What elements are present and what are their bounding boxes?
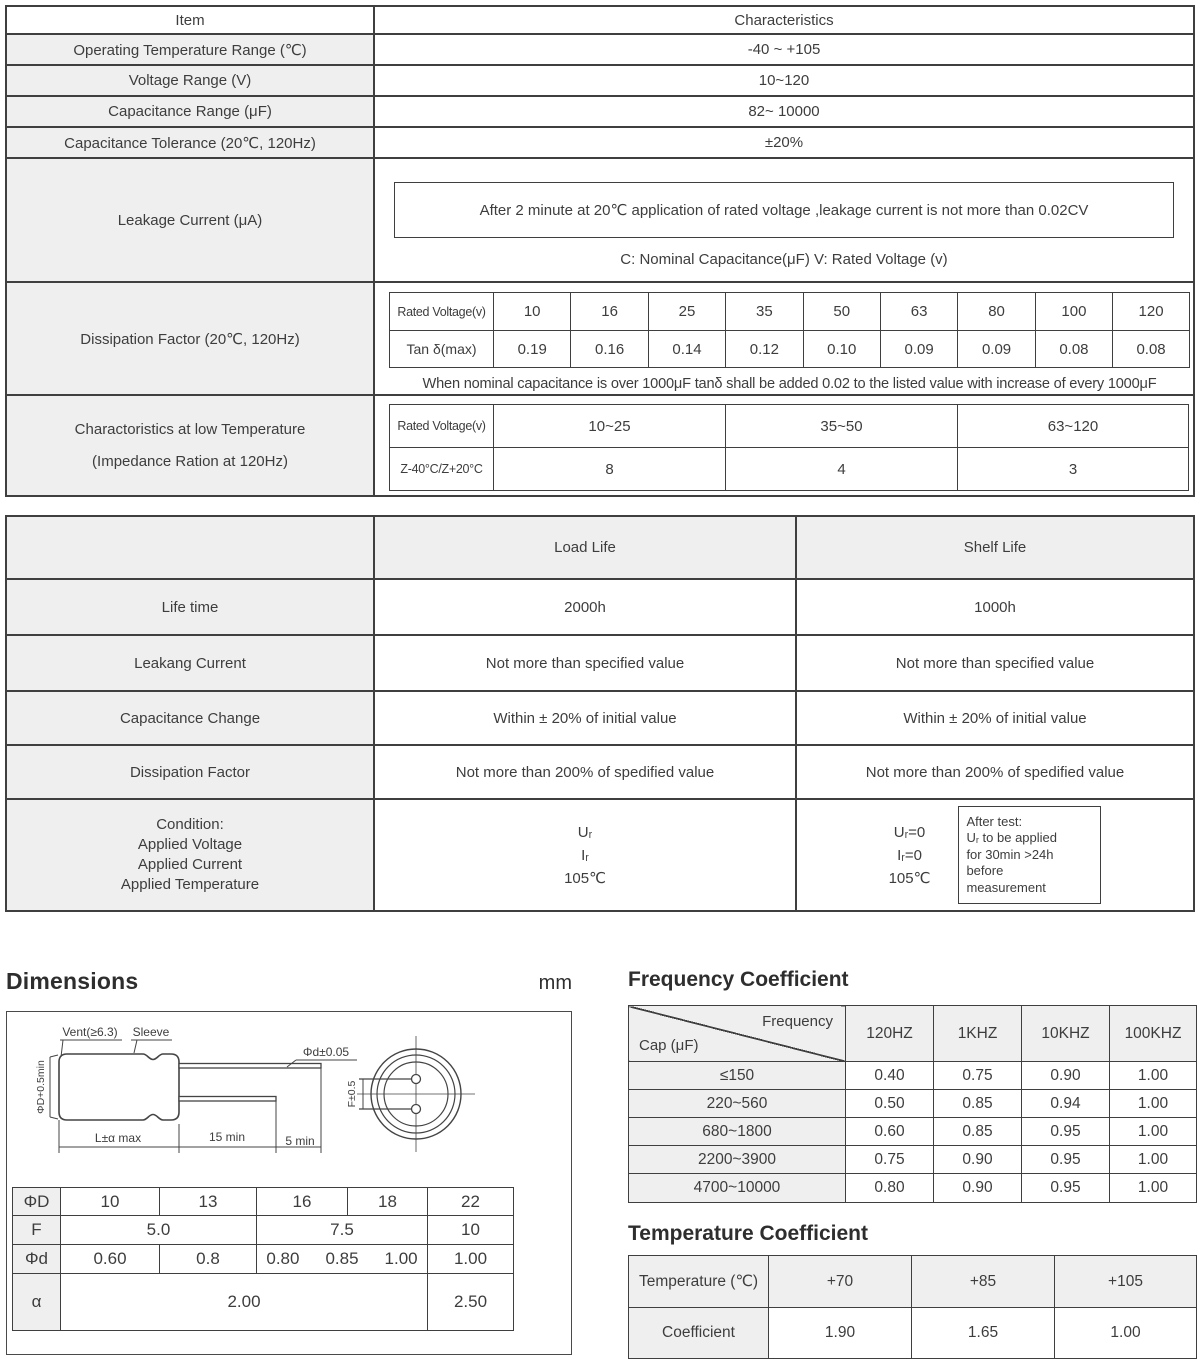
life-item-dissipation: Dissipation Factor	[6, 745, 374, 799]
cap-range: 2200~3900	[629, 1146, 846, 1174]
spec-value-operating-temp: -40 ~ +105	[374, 34, 1194, 65]
table-row	[629, 1118, 1197, 1146]
dim-label-alpha: α	[13, 1274, 61, 1331]
condition-shelf-cell	[796, 799, 1194, 911]
low-temp-cell	[374, 395, 1194, 496]
table-row	[6, 158, 1194, 282]
leakage-cell	[374, 158, 1194, 282]
table-row	[6, 745, 1194, 799]
table-row	[6, 34, 1194, 65]
freq-col-header: 10KHZ	[1022, 1006, 1110, 1062]
leakage-legend: C: Nominal Capacitance(μF) V: Rated Voltage (v)	[620, 251, 948, 268]
dim-label-F: F	[13, 1216, 61, 1245]
dim-d-merged	[257, 1245, 428, 1274]
dissipation-load: Not more than 200% of spedified value	[374, 745, 796, 799]
freq-coef: 0.60	[846, 1118, 934, 1146]
condition-shelf-line: Iᵣ=0	[897, 846, 922, 864]
leakage-load: Not more than specified value	[374, 635, 796, 691]
table-row	[629, 1256, 1197, 1308]
dim-D-value: 18	[348, 1188, 428, 1216]
dimensions-title: Dimensions	[6, 968, 139, 994]
condition-load-line: Uᵣ	[577, 823, 593, 841]
freq-coef: 1.00	[1110, 1062, 1197, 1090]
table-row	[6, 635, 1194, 691]
dissipation-cell	[374, 282, 1194, 395]
after-test-line: measurement	[966, 879, 1046, 895]
table-row	[6, 96, 1194, 127]
temperature-label: Temperature (℃)	[629, 1256, 769, 1308]
temp-col: +105	[1055, 1256, 1197, 1308]
condition-line: Applied Temperature	[120, 876, 260, 893]
voltage-value: 35	[726, 293, 803, 331]
dim-D-value: 10	[61, 1188, 160, 1216]
table-row	[629, 1090, 1197, 1118]
condition-shelf-values	[889, 821, 931, 890]
condition-line: Applied Voltage	[137, 836, 243, 853]
tan-delta-label: Tan δ(max)	[390, 331, 494, 368]
dim-d-value: 0.80	[266, 1249, 300, 1268]
bottom-section	[0, 960, 1200, 1364]
table-row	[629, 1062, 1197, 1090]
dissipation-note: When nominal capacitance is over 1000μF tanδ shall be added 0.02 to the listed value with increase of every 1000μF	[422, 376, 1157, 392]
tan-value: 0.12	[726, 331, 803, 368]
voltage-value: 10	[494, 293, 571, 331]
dim-alpha-value: 2.50	[428, 1274, 514, 1331]
life-header-shelf: Shelf Life	[796, 516, 1194, 579]
freq-coef: 0.85	[934, 1090, 1022, 1118]
body-diameter-label: ΦD+0.5min	[35, 1060, 47, 1114]
voltage-value: 80	[958, 293, 1035, 331]
freq-coef: 0.90	[934, 1146, 1022, 1174]
corner-frequency-label: Frequency	[762, 1013, 833, 1030]
freq-coef: 0.95	[1022, 1146, 1110, 1174]
tip-length-label: 5 min	[285, 1134, 315, 1148]
dim-d-value: 1.00	[384, 1249, 418, 1268]
freq-col-header: 120HZ	[846, 1006, 934, 1062]
dim-alpha-value: 2.00	[61, 1274, 428, 1331]
temperature-title: Temperature Coefficient	[628, 1222, 868, 1245]
lifetime-shelf: 1000h	[796, 579, 1194, 635]
vent-label: Vent(≥6.3)	[62, 1025, 118, 1039]
life-item-cap-change: Capacitance Change	[6, 691, 374, 745]
spec-item-operating-temp: Operating Temperature Range (℃)	[6, 34, 374, 65]
dim-F-value: 5.0	[61, 1216, 257, 1245]
voltage-value: 50	[803, 293, 880, 331]
rated-voltage-label: Rated Voltage(v)	[390, 293, 494, 331]
temp-coef: 1.65	[912, 1308, 1055, 1359]
life-item-lifetime: Life time	[6, 579, 374, 635]
table-row	[629, 1146, 1197, 1174]
coefficient-label: Coefficient	[629, 1308, 769, 1359]
dim-label-D: ΦD	[13, 1188, 61, 1216]
sleeve-label: Sleeve	[132, 1025, 170, 1039]
voltage-value: 63	[880, 293, 957, 331]
spec-item-voltage-range: Voltage Range (V)	[6, 65, 374, 96]
lifetime-load: 2000h	[374, 579, 796, 635]
dissipation-table	[389, 292, 1190, 368]
freq-coef: 1.00	[1110, 1090, 1197, 1118]
cap-range: 220~560	[629, 1090, 846, 1118]
impedance-value: 3	[958, 448, 1189, 491]
condition-load-line: 105℃	[564, 869, 606, 887]
table-row	[6, 395, 1194, 496]
freq-coef: 1.00	[1110, 1174, 1197, 1203]
freq-coef: 1.00	[1110, 1118, 1197, 1146]
freq-coef: 0.40	[846, 1062, 934, 1090]
condition-row	[6, 799, 1194, 911]
freq-coef: 0.94	[1022, 1090, 1110, 1118]
dim-D-value: 16	[257, 1188, 348, 1216]
freq-coef: 1.00	[1110, 1146, 1197, 1174]
freq-coef: 0.80	[846, 1174, 934, 1203]
capacitor-body-outline	[59, 1054, 179, 1120]
voltage-value: 16	[571, 293, 648, 331]
temp-col: +70	[769, 1256, 912, 1308]
table-row	[6, 691, 1194, 745]
spec-item-capacitance-range: Capacitance Range (μF)	[6, 96, 374, 127]
lead-length-label: 15 min	[208, 1130, 246, 1144]
freq-col-header: 1KHZ	[934, 1006, 1022, 1062]
freq-coef: 0.90	[1022, 1062, 1110, 1090]
cap-range: ≤150	[629, 1062, 846, 1090]
temp-col: +85	[912, 1256, 1055, 1308]
after-test-line: Uᵣ to be applied	[966, 830, 1058, 846]
rated-voltage-label: Rated Voltage(v)	[390, 405, 494, 448]
cap-range: 680~1800	[629, 1118, 846, 1146]
frequency-corner-cell	[629, 1006, 846, 1062]
freq-col-header: 100KHZ	[1110, 1006, 1197, 1062]
temp-coef: 1.90	[769, 1308, 912, 1359]
terminal-top	[412, 1075, 421, 1084]
freq-coef: 0.95	[1022, 1174, 1110, 1203]
condition-shelf-line: 105℃	[888, 869, 931, 887]
after-test-note	[958, 806, 1101, 905]
voltage-range: 63~120	[958, 405, 1189, 448]
dim-d-value: 0.8	[160, 1245, 257, 1274]
tan-value: 0.10	[803, 331, 880, 368]
spec-value-voltage-range: 10~120	[374, 65, 1194, 96]
freq-coef: 0.75	[846, 1146, 934, 1174]
low-temp-line2: (Impedance Ration at 120Hz)	[92, 452, 288, 470]
spec-header-row	[6, 6, 1194, 34]
voltage-range: 35~50	[726, 405, 958, 448]
table-row	[6, 282, 1194, 395]
pitch-label: F±0.5	[346, 1080, 358, 1108]
dim-F-value: 10	[428, 1216, 514, 1245]
life-header-row	[6, 516, 1194, 579]
table-row	[6, 127, 1194, 158]
voltage-value: 25	[648, 293, 725, 331]
table-row	[629, 1174, 1197, 1203]
spec-table	[5, 5, 1195, 497]
tan-value: 0.19	[494, 331, 571, 368]
tan-value: 0.09	[880, 331, 957, 368]
life-table	[5, 515, 1195, 912]
impedance-value: 8	[494, 448, 726, 491]
frequency-title: Frequency Coefficient	[628, 968, 849, 991]
dimensions-drawing-box	[6, 1011, 572, 1355]
leakage-shelf: Not more than specified value	[796, 635, 1194, 691]
low-temp-table	[389, 404, 1189, 491]
frequency-table	[628, 1005, 1197, 1203]
spec-value-capacitance-range: 82~ 10000	[374, 96, 1194, 127]
life-header-empty	[6, 516, 374, 579]
cap-change-load: Within ± 20% of initial value	[374, 691, 796, 745]
spec-header-characteristics: Characteristics	[374, 6, 1194, 34]
voltage-value: 120	[1113, 293, 1190, 331]
freq-coef: 0.85	[934, 1118, 1022, 1146]
temp-coef: 1.00	[1055, 1308, 1197, 1359]
dim-D-value: 22	[428, 1188, 514, 1216]
spec-header-item: Item	[6, 6, 374, 34]
after-test-line: before	[966, 863, 1004, 879]
condition-shelf-line: Uᵣ=0	[893, 823, 926, 841]
after-test-line: for 30min >24h	[966, 846, 1054, 862]
lead-bottom	[179, 1097, 276, 1102]
impedance-ratio-label: Z-40°C/Z+20°C	[390, 448, 494, 491]
tan-value: 0.08	[1035, 331, 1112, 368]
condition-line: Condition:	[156, 816, 224, 833]
terminal-bottom	[412, 1105, 421, 1114]
low-temp-line1: Charactoristics at low Temperature	[74, 420, 306, 438]
condition-line: Applied Current	[137, 856, 243, 873]
condition-load-cell	[374, 799, 796, 911]
dimension-table	[12, 1187, 514, 1331]
leakage-condition-box: After 2 minute at 20℃ application of rated voltage ,leakage current is not more than 0.02CV	[394, 182, 1174, 238]
life-header-load: Load Life	[374, 516, 796, 579]
lead-diameter-label: Φd±0.05	[302, 1045, 350, 1059]
spec-item-capacitance-tolerance: Capacitance Tolerance (20℃, 120Hz)	[6, 127, 374, 158]
impedance-value: 4	[726, 448, 958, 491]
cap-range: 4700~10000	[629, 1174, 846, 1203]
dimensions-section	[6, 960, 572, 1355]
dissipation-shelf: Not more than 200% of spedified value	[796, 745, 1194, 799]
tan-value: 0.09	[958, 331, 1035, 368]
corner-cap-label: Cap (μF)	[639, 1037, 699, 1054]
after-test-line: After test:	[966, 813, 1023, 829]
table-row	[6, 579, 1194, 635]
lead-top	[179, 1064, 321, 1069]
dimensions-unit: mm	[538, 972, 572, 994]
body-length-label: L±α max	[94, 1131, 142, 1145]
table-row	[6, 65, 1194, 96]
condition-item	[6, 799, 374, 911]
dim-d-value: 0.85	[325, 1249, 359, 1268]
spec-item-dissipation-factor: Dissipation Factor (20℃, 120Hz)	[6, 282, 374, 395]
freq-coef: 0.95	[1022, 1118, 1110, 1146]
voltage-range: 10~25	[494, 405, 726, 448]
tan-value: 0.16	[571, 331, 648, 368]
spec-item-leakage-current: Leakage Current (μA)	[6, 158, 374, 282]
life-item-leakage: Leakang Current	[6, 635, 374, 691]
coefficients-section	[628, 960, 1197, 1359]
spec-value-capacitance-tolerance: ±20%	[374, 127, 1194, 158]
dim-D-value: 13	[160, 1188, 257, 1216]
tan-value: 0.08	[1113, 331, 1190, 368]
dim-F-value: 7.5	[257, 1216, 428, 1245]
dim-d-value: 1.00	[428, 1245, 514, 1274]
tan-value: 0.14	[648, 331, 725, 368]
temperature-table	[628, 1255, 1197, 1359]
dim-d-value: 0.60	[61, 1245, 160, 1274]
freq-coef: 0.90	[934, 1174, 1022, 1203]
capacitor-drawing	[7, 1012, 569, 1184]
condition-load-line: Iᵣ	[581, 846, 589, 864]
cap-change-shelf: Within ± 20% of initial value	[796, 691, 1194, 745]
freq-coef: 0.50	[846, 1090, 934, 1118]
table-row	[629, 1308, 1197, 1359]
voltage-value: 100	[1035, 293, 1112, 331]
spec-item-low-temp	[6, 395, 374, 496]
dim-label-d: Φd	[13, 1245, 61, 1274]
freq-coef: 0.75	[934, 1062, 1022, 1090]
